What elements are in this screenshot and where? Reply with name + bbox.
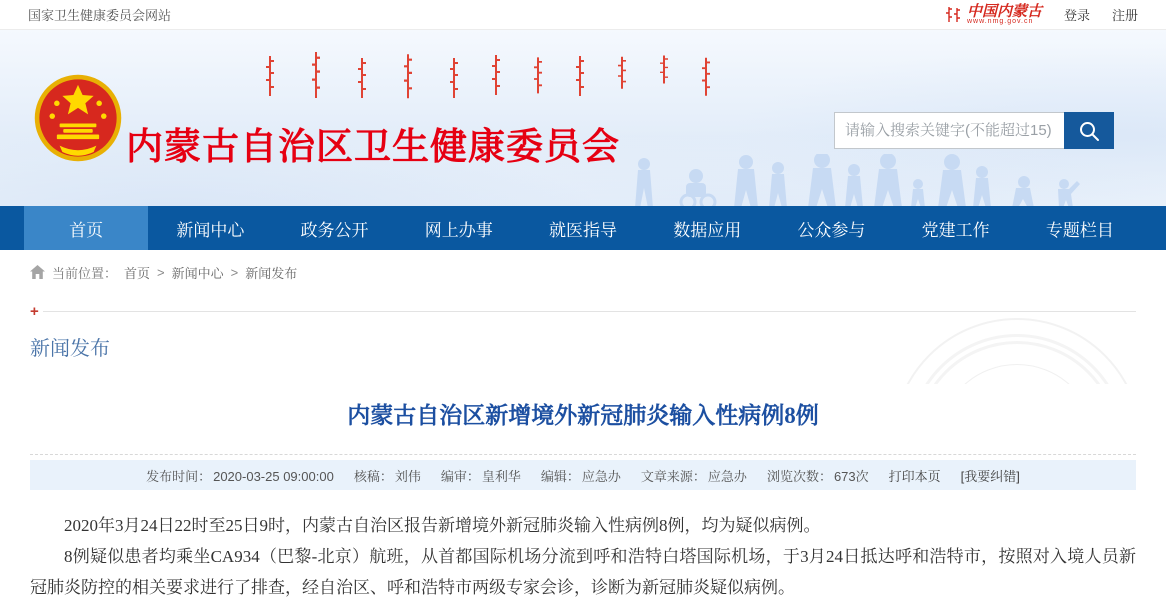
- editor-reviewer: 编审： 皇利华: [440, 468, 521, 484]
- nav-item-public-participation[interactable]: 公众参与: [797, 220, 866, 240]
- publish-time: 发布时间： 2020-03-25 09:00:00: [146, 468, 334, 484]
- mongolian-script-decoration: [264, 52, 744, 104]
- login-link[interactable]: 登录: [1063, 8, 1090, 23]
- site-title: 内蒙古自治区卫生健康委员会: [126, 126, 620, 167]
- nav-item-medical-guide[interactable]: 就医指导: [548, 220, 617, 240]
- nav-item-special-topics[interactable]: 专题栏目: [1045, 220, 1114, 240]
- register-link[interactable]: 注册: [1111, 8, 1138, 23]
- article: [0, 397, 1166, 598]
- reviewer: 核稿： 刘伟: [353, 468, 421, 484]
- nav-item-news-center[interactable]: 新闻中心: [176, 220, 245, 240]
- nav-item-home[interactable]: 首页: [24, 206, 148, 250]
- search-icon: [1078, 120, 1100, 142]
- editor: 编辑： 应急办: [540, 468, 621, 484]
- main-nav: [0, 206, 1166, 250]
- national-emblem-icon: [32, 72, 124, 164]
- article-body: [30, 510, 1136, 598]
- logo-subtext: www.nmg.gov.cn: [966, 17, 1034, 25]
- china-neimenggu-logo[interactable]: [944, 2, 1042, 25]
- nav-item-party-building[interactable]: 党建工作: [921, 220, 990, 240]
- breadcrumb-news-center[interactable]: 新闻中心: [171, 265, 224, 281]
- nav-item-online-services[interactable]: 网上办事: [424, 220, 493, 240]
- search-button[interactable]: [1064, 112, 1114, 149]
- plus-decoration: +: [30, 303, 39, 320]
- view-count: 浏览次数： 673次: [766, 468, 869, 484]
- paragraph-2: 8例疑似患者均乘坐CA934（巴黎-北京）航班，从首都国际机场分流到呼和浩特白塔国际机场，于3月24日抵达呼和浩特市，按照对入境人员新冠肺炎防控的相关要求进行了排查，经自治区、呼和浩特市两级专家会诊，诊断为新冠肺炎疑似病例。: [30, 547, 1136, 597]
- section-head: [0, 304, 1166, 361]
- nav-item-data-apps[interactable]: 数据应用: [673, 220, 742, 240]
- article-title: 内蒙古自治区新增境外新冠肺炎输入性病例8例: [347, 403, 819, 428]
- home-icon: [30, 265, 45, 279]
- divider-line: [43, 311, 1136, 312]
- breadcrumb-label: 当前位置：: [52, 265, 118, 281]
- top-utility-bar: [0, 0, 1166, 30]
- section-title: 新闻发布: [30, 338, 110, 360]
- print-page-link[interactable]: 打印本页: [888, 468, 941, 484]
- mongolian-logo-mark-icon: [944, 5, 964, 25]
- nav-item-gov-disclosure[interactable]: 政务公开: [300, 220, 369, 240]
- article-meta-bar: [30, 460, 1136, 490]
- logo-text: 中国内蒙古: [966, 2, 1042, 20]
- report-error-link[interactable]: [我要纠错]: [960, 468, 1020, 484]
- search-input[interactable]: [834, 112, 1064, 149]
- breadcrumb-news-release[interactable]: 新闻发布: [245, 265, 298, 281]
- breadcrumb-home[interactable]: 首页: [124, 265, 151, 281]
- meta-divider: [30, 454, 1136, 455]
- paragraph-1: 2020年3月24日22时至25日9时，内蒙古自治区报告新增境外新冠肺炎输入性病例8例，均为疑似病例。: [64, 516, 821, 535]
- people-silhouettes-decoration: [626, 154, 1096, 206]
- breadcrumb-separator: >: [157, 264, 165, 280]
- site-header-banner: [0, 30, 1166, 206]
- site-search: [834, 112, 1114, 149]
- article-source: 文章来源： 应急办: [640, 468, 747, 484]
- national-health-commission-link[interactable]: 国家卫生健康委员会网站: [28, 8, 172, 23]
- breadcrumb: [0, 250, 1166, 294]
- breadcrumb-separator: >: [230, 264, 239, 280]
